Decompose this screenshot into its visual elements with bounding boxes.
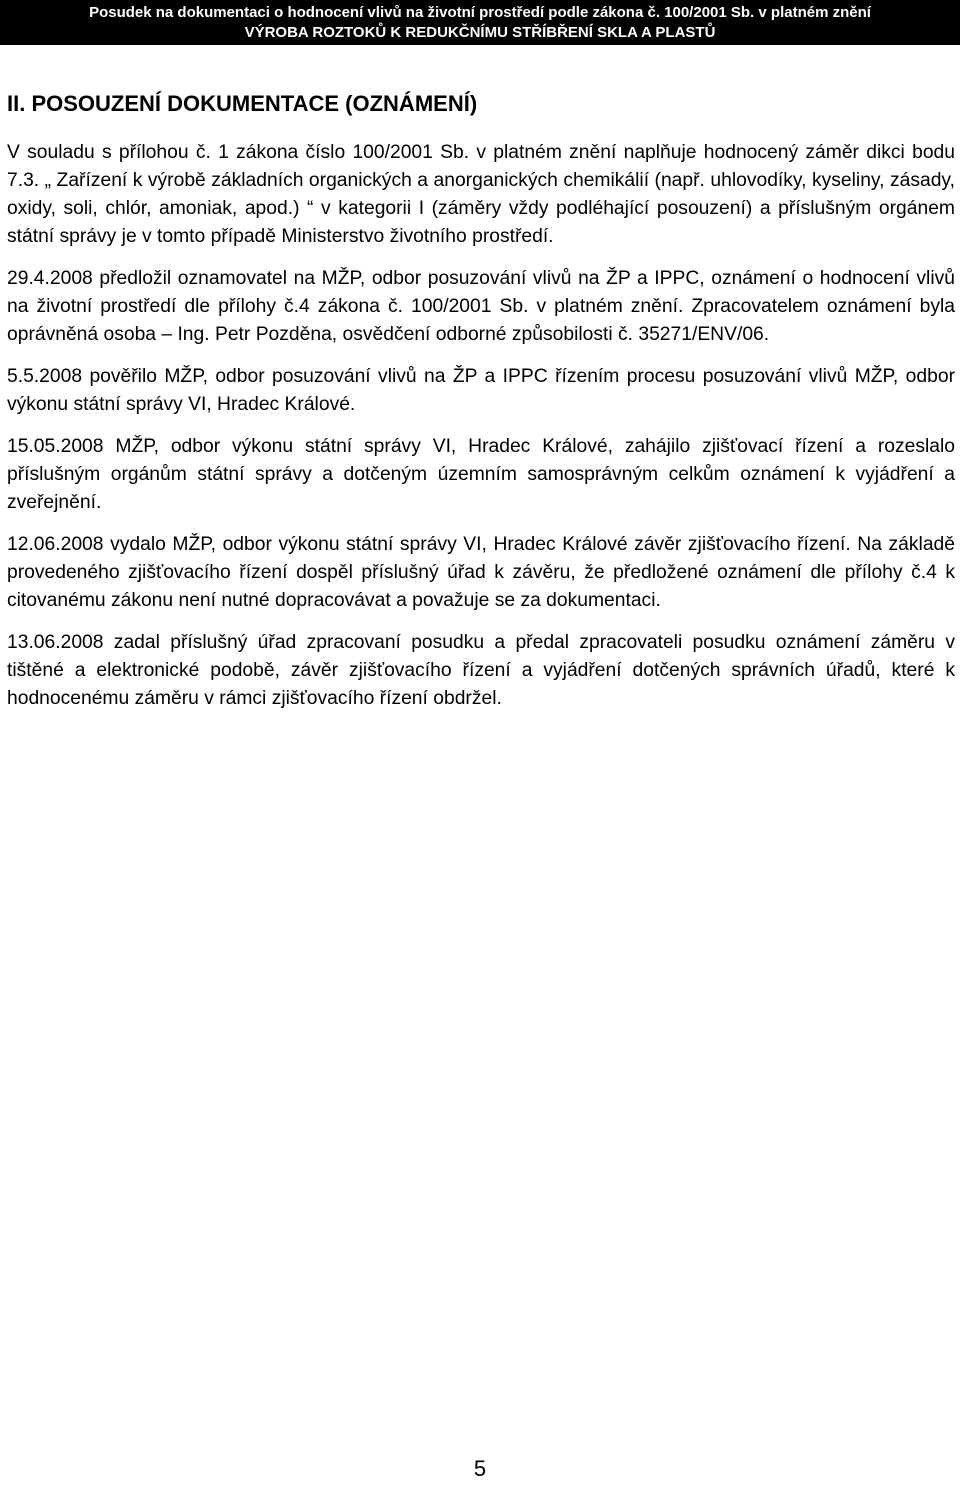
page-number: 5: [473, 1456, 487, 1481]
paragraph-screening-start: 15.05.2008 MŽP, odbor výkonu státní správy VI, Hradec Králové, zahájilo zjišťovací řízení a rozeslalo příslušným orgánům státní správy a dotčeným územním samosprávným celkům oznámení k vyjádření a zveřejnění.: [7, 436, 955, 513]
header-subtitle: VÝROBA ROZTOKŮ K REDUKČNÍMU STŘÍBŘENÍ SKLA A PLASTŮ: [244, 24, 716, 41]
paragraph-delegation: 5.5.2008 pověřilo MŽP, odbor posuzování vlivů na ŽP a IPPC řízením procesu posuzování vlivů MŽP, odbor výkonu státní správy VI, Hradec Králové.: [7, 366, 955, 415]
header-title: Posudek na dokumentaci o hodnocení vlivů na životní prostředí podle zákona č. 100/2001 Sb. v platném znění: [89, 4, 871, 21]
paragraph-classification: V souladu s přílohou č. 1 zákona číslo 100/2001 Sb. v platném znění naplňuje hodnocený záměr dikci bodu 7.3. „ Zařízení k výrobě základních organických a anorganických chemikálií (např. uhlovodíky, kyseliny, zásady, oxidy, soli, chlór, amoniak, apod.) “ v kategorii I (záměry vždy podléhající posouzení) a příslušným orgánem státní správy je v tomto případě Ministerstvo životního prostředí.: [7, 142, 955, 247]
document-header: [0, 0, 960, 45]
paragraph-screening-conclusion: 12.06.2008 vydalo MŽP, odbor výkonu státní správy VI, Hradec Králové závěr zjišťovacího řízení. Na základě provedeného zjišťovacího řízení dospěl příslušný úřad k závěru, že předložené oznámení dle přílohy č.4 k citovanému zákonu není nutné dopracovávat a považuje se za dokumentaci.: [7, 534, 955, 611]
paragraph-submission: 29.4.2008 předložil oznamovatel na MŽP, odbor posuzování vlivů na ŽP a IPPC, oznámení o hodnocení vlivů na životní prostředí dle přílohy č.4 zákona č. 100/2001 Sb. v platném znění. Zpracovatelem oznámení byla oprávněná osoba – Ing. Petr Pozděna, osvědčení odborné způsobilosti č. 35271/ENV/06.: [7, 268, 955, 345]
paragraph-review-assignment: 13.06.2008 zadal příslušný úřad zpracovaní posudku a předal zpracovateli posudku oznámení záměru v tištěné a elektronické podobě, závěr zjišťovacího řízení a vyjádření dotčených správních úřadů, které k hodnocenému záměru v rámci zjišťovacího řízení obdržel.: [7, 632, 955, 709]
section-heading: II. POSOUZENÍ DOKUMENTACE (OZNÁMENÍ): [7, 91, 478, 116]
document-body: [7, 139, 955, 727]
